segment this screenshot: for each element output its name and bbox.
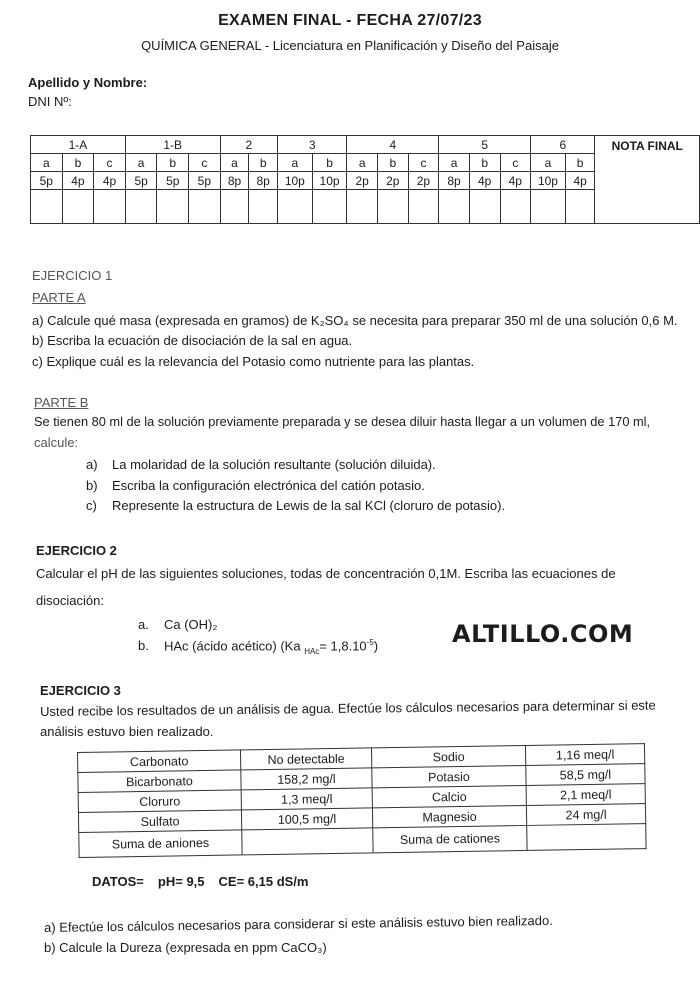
sub-cell: a: [531, 154, 566, 172]
cation-sum-label: Suma de cationes: [373, 825, 527, 852]
sub-cell: a: [31, 154, 63, 172]
sub-cell: b: [249, 154, 278, 172]
exam-title: EXAMEN FINAL - FECHA 27/07/23: [218, 12, 482, 29]
sub-cell: c: [500, 154, 531, 172]
score-cell[interactable]: [347, 190, 378, 224]
ka-subscript: HAc: [304, 646, 320, 656]
anion-value: 100,5 mg/l: [241, 808, 372, 830]
ej1-item-a: [86, 457, 436, 472]
cation-value: 2,1 meq/l: [526, 784, 645, 806]
score-cell[interactable]: [408, 190, 439, 224]
cation-name: Magnesio: [372, 805, 526, 827]
item-text: HAc (ácido acético) (Ka: [164, 638, 301, 654]
datos-label: DATOS=: [92, 874, 144, 889]
datos-ce: CE= 6,15 dS/m: [218, 874, 309, 889]
cation-name: Potasio: [372, 765, 526, 787]
anion-sum-value[interactable]: [242, 828, 373, 855]
ej3-a: a) Efectúe los cálculos necesarios para considerar si este análisis estuvo bien realizado.: [44, 912, 553, 935]
points-cell: 8p: [220, 172, 249, 190]
sub-cell: a: [278, 154, 313, 172]
ka-exponent: -5: [366, 638, 374, 647]
points-cell: 4p: [500, 172, 531, 190]
dni-label: DNI Nº:: [28, 94, 72, 109]
sub-cell: b: [312, 154, 347, 172]
score-cell[interactable]: [378, 190, 409, 224]
datos-line: [92, 874, 322, 889]
points-cell: 5p: [31, 172, 63, 190]
grade-group-row: [31, 136, 700, 154]
sub-cell: b: [62, 154, 94, 172]
points-cell: 5p: [125, 172, 157, 190]
points-cell: 5p: [157, 172, 189, 190]
grade-table: [30, 135, 700, 224]
sub-cell: a: [125, 154, 157, 172]
anion-value: 158,2 mg/l: [241, 768, 372, 790]
score-cell[interactable]: [249, 190, 278, 224]
sub-cell: c: [189, 154, 221, 172]
score-cell[interactable]: [125, 190, 157, 224]
score-cell[interactable]: [439, 190, 470, 224]
anion-value: 1,3 meq/l: [241, 788, 372, 810]
ej1-title: EJERCICIO 1: [32, 268, 113, 283]
group-cell: 2: [220, 136, 277, 154]
ej3-title: EJERCICIO 3: [40, 683, 121, 698]
ej1-item-b: [86, 478, 425, 493]
name-label: Apellido y Nombre:: [28, 75, 148, 90]
exam-subtitle: QUÍMICA GENERAL - Licenciatura en Planificación y Diseño del Paisaje: [141, 38, 559, 53]
ej1-item-c: [86, 498, 505, 513]
ej1-parte-a: PARTE A: [32, 290, 86, 305]
cation-value: 58,5 mg/l: [526, 764, 645, 786]
sub-cell: c: [408, 154, 439, 172]
anion-name: Bicarbonato: [78, 770, 241, 793]
item-label: c): [86, 498, 97, 513]
group-cell: 4: [347, 136, 439, 154]
item-text: Represente la estructura de Lewis de la sal KCl (cloruro de potasio).: [112, 498, 506, 513]
group-cell: 1-B: [125, 136, 220, 154]
item-text: Escriba la configuración electrónica del catión potasio.: [112, 478, 425, 493]
points-cell: 8p: [249, 172, 278, 190]
sub-cell: b: [157, 154, 189, 172]
sub-cell: b: [565, 154, 595, 172]
score-cell[interactable]: [94, 190, 126, 224]
points-cell: 10p: [312, 172, 347, 190]
points-cell: 2p: [378, 172, 409, 190]
ej1-parte-b: PARTE B: [34, 395, 89, 410]
ej3-intro-2: análisis estuvo bien realizado.: [40, 724, 214, 739]
cation-value: 24 mg/l: [526, 804, 645, 826]
score-cell[interactable]: [278, 190, 313, 224]
points-cell: 5p: [189, 172, 221, 190]
anion-value: No detectable: [240, 748, 371, 770]
anion-name: Cloruro: [78, 790, 241, 813]
ej1-b: b) Escriba la ecuación de disociación de la sal en agua.: [32, 333, 353, 348]
score-cell[interactable]: [312, 190, 347, 224]
points-cell: 4p: [94, 172, 126, 190]
item-label: a.: [138, 617, 149, 632]
points-cell: 4p: [565, 172, 595, 190]
points-cell: 4p: [62, 172, 94, 190]
score-cell[interactable]: [500, 190, 531, 224]
ej2-item-b: [138, 638, 378, 656]
sub-cell: a: [347, 154, 378, 172]
score-cell[interactable]: [531, 190, 566, 224]
points-cell: 10p: [278, 172, 313, 190]
score-cell[interactable]: [62, 190, 94, 224]
item-label: a): [86, 457, 98, 472]
score-cell[interactable]: [469, 190, 500, 224]
ej3-intro: Usted recibe los resultados de un análisis de agua. Efectúe los cálculos necesarios para determinar si este: [40, 697, 656, 719]
score-cell[interactable]: [31, 190, 63, 224]
ej3-b: b) Calcule la Dureza (expresada en ppm CaCO₃): [44, 940, 327, 955]
sub-cell: a: [439, 154, 470, 172]
score-cell[interactable]: [157, 190, 189, 224]
item-label: b.: [138, 638, 149, 654]
ej2-item-a: [138, 617, 217, 632]
score-cell[interactable]: [565, 190, 595, 224]
cation-name: Calcio: [372, 785, 526, 807]
anion-name: Carbonato: [78, 750, 241, 773]
nota-final-cell: NOTA FINAL: [595, 136, 700, 224]
group-cell: 6: [531, 136, 595, 154]
ej1-a: a) Calcule qué masa (expresada en gramos) de K₂SO₄ se necesita para preparar 350 ml de una solución 0,6 M.: [32, 313, 678, 328]
item-text: Ca (OH)₂: [164, 617, 218, 632]
sub-cell: c: [94, 154, 126, 172]
ka-value: = 1,8.10: [319, 638, 367, 654]
cation-sum-value[interactable]: [527, 824, 646, 851]
water-analysis-table: [77, 743, 647, 858]
points-cell: 10p: [531, 172, 566, 190]
points-cell: 2p: [408, 172, 439, 190]
sub-cell: a: [220, 154, 249, 172]
score-cell[interactable]: [189, 190, 221, 224]
ej2-intro: Calcular el pH de las siguientes soluciones, todas de concentración 0,1M. Escriba las ecuaciones de: [36, 566, 616, 581]
cation-value: 1,16 meq/l: [525, 744, 644, 766]
datos-ph: pH= 9,5: [157, 874, 205, 889]
ej1-parte-b-intro: Se tienen 80 ml de la solución previamente preparada y se desea diluir hasta llegar a un volumen de 170 ml,: [34, 414, 651, 429]
ka-close: ): [373, 638, 379, 654]
item-text: La molaridad de la solución resultante (solución diluida).: [112, 457, 436, 472]
points-cell: 4p: [469, 172, 500, 190]
ej1-c: c) Explique cuál es la relevancia del Potasio como nutriente para las plantas.: [32, 354, 475, 369]
points-cell: 2p: [347, 172, 378, 190]
group-cell: 3: [278, 136, 347, 154]
ej2-title: EJERCICIO 2: [36, 543, 117, 558]
ej1-parte-b-calcule: calcule:: [34, 435, 79, 450]
group-cell: 1-A: [31, 136, 126, 154]
sub-cell: b: [469, 154, 500, 172]
watermark-logo: ALTILLO.COM: [452, 620, 634, 648]
sub-cell: b: [378, 154, 409, 172]
score-cell[interactable]: [220, 190, 249, 224]
ej2-intro-2: disociación:: [36, 593, 104, 608]
group-cell: 5: [439, 136, 531, 154]
anion-name: Sulfato: [78, 810, 241, 833]
item-label: b): [86, 478, 98, 493]
cation-name: Sodio: [371, 745, 525, 767]
points-cell: 8p: [439, 172, 470, 190]
anion-sum-label: Suma de aniones: [79, 830, 242, 858]
